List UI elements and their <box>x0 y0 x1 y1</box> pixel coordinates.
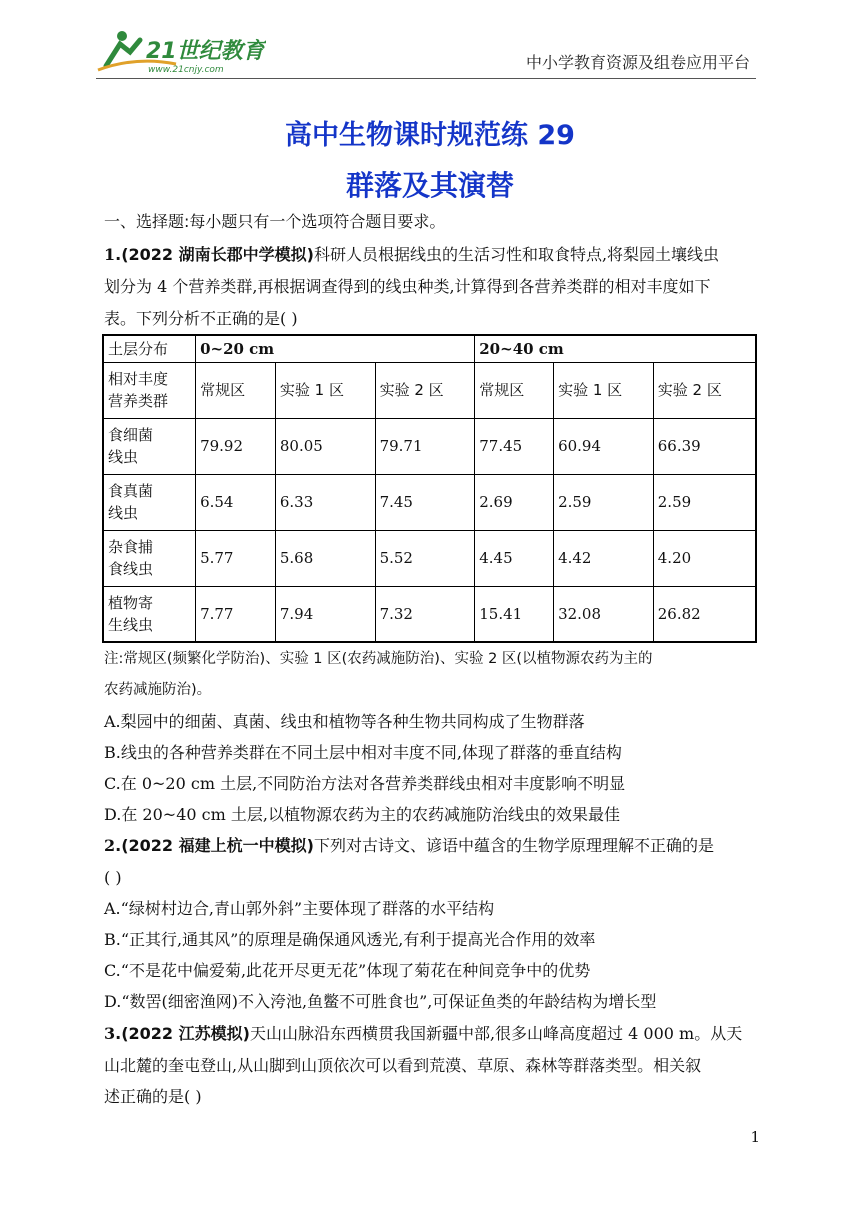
table-cell: 80.05 <box>275 418 375 474</box>
table-cell: 7.94 <box>275 586 375 642</box>
svg-text:www.21cnjy.com: www.21cnjy.com <box>148 65 224 75</box>
row-label-line: 杂食捕 <box>108 538 154 556</box>
table-cell: 79.92 <box>196 418 276 474</box>
table-cell: 15.41 <box>475 586 554 642</box>
table-cell: 77.45 <box>475 418 554 474</box>
question-2-text: 下列对古诗文、谚语中蕴含的生物学原理理解不正确的是 <box>313 836 714 855</box>
table-cell: 5.52 <box>375 530 475 586</box>
table-cell: 26.82 <box>653 586 756 642</box>
question-3-text: 天山山脉沿东西横贯我国新疆中部,很多山峰高度超过 4 000 m。从天 <box>249 1024 743 1043</box>
row-label <box>103 530 196 586</box>
question-2-line-2: ( ) <box>104 868 122 887</box>
question-2-source: .(2022 福建上杭一中模拟) <box>115 836 314 855</box>
question-3-source: .(2022 江苏模拟) <box>115 1024 250 1043</box>
table-cell: 5.68 <box>275 530 375 586</box>
question-3-number: 3 <box>104 1024 116 1043</box>
row-label-line: 食线虫 <box>108 560 154 578</box>
table-note-line-2: 农药减施防治)。 <box>104 682 212 698</box>
table-cell: 6.33 <box>275 474 375 530</box>
question-2-line-1 <box>104 836 714 856</box>
column-header: 常规区 <box>196 362 276 418</box>
table-row <box>103 418 756 474</box>
platform-name: 中小学教育资源及组卷应用平台 <box>525 53 750 72</box>
site-logo <box>96 26 266 76</box>
row-label-line: 线虫 <box>108 504 139 522</box>
question-3-line-1 <box>104 1024 742 1044</box>
table-cell: 32.08 <box>554 586 654 642</box>
column-header: 实验 2 区 <box>653 362 756 418</box>
q2-option-a: A.“绿树村边合,青山郭外斜”主要体现了群落的水平结构 <box>104 899 495 918</box>
page-header <box>96 22 756 78</box>
row-label-line: 生线虫 <box>108 615 154 634</box>
table-subheader-row <box>103 362 756 418</box>
svg-text:21世纪教育: 21世纪教育 <box>146 39 265 64</box>
column-header: 常规区 <box>475 362 554 418</box>
table-row <box>103 530 756 586</box>
row-label-line: 食细菌 <box>108 426 154 444</box>
header-divider <box>96 78 756 79</box>
question-1-source: .(2022 湖南长郡中学模拟) <box>115 245 314 264</box>
table-cell: 2.59 <box>653 474 756 530</box>
table-cell: 60.94 <box>554 418 654 474</box>
table-cell: 66.39 <box>653 418 756 474</box>
table-cell: 7.45 <box>375 474 475 530</box>
question-3-line-3: 述正确的是( ) <box>104 1087 202 1106</box>
table-row <box>103 474 756 530</box>
table-corner-label-1: 土层分布 <box>103 335 196 362</box>
question-1-text: 科研人员根据线虫的生活习性和取食特点,将梨园土壤线虫 <box>313 245 720 264</box>
table-cell: 5.77 <box>196 530 276 586</box>
column-header: 实验 1 区 <box>275 362 375 418</box>
page-title: 高中生物课时规范练 29 <box>285 120 575 151</box>
table-row <box>103 586 756 642</box>
table-cell: 4.45 <box>475 530 554 586</box>
q2-option-c: C.“不是花中偏爱菊,此花开尽更无花”体现了菊花在种间竞争中的优势 <box>104 961 591 980</box>
question-1-line-2: 划分为 4 个营养类群,再根据调查得到的线虫种类,计算得到各营养类群的相对丰度如下 <box>104 277 711 296</box>
question-1-number: 1 <box>104 245 116 264</box>
question-1-line-1 <box>104 245 719 265</box>
row-label <box>103 474 196 530</box>
layer-header-0-20: 0~20 cm <box>196 335 475 362</box>
table-cell: 6.54 <box>196 474 276 530</box>
table-cell: 4.42 <box>554 530 654 586</box>
abundance-table <box>102 334 757 643</box>
q1-option-c: C.在 0~20 cm 土层,不同防治方法对各营养类群线虫相对丰度影响不明显 <box>104 774 626 793</box>
layer-header-20-40: 20~40 cm <box>475 335 756 362</box>
q1-option-d: D.在 20~40 cm 土层,以植物源农药为主的农药减施防治线虫的效果最佳 <box>104 805 620 824</box>
table-note-line-1: 注:常规区(频繁化学防治)、实验 1 区(农药减施防治)、实验 2 区(以植物源农药为主的 <box>104 651 653 667</box>
table-corner-label-2: 相对丰度 <box>108 370 169 388</box>
question-2-number: 2 <box>104 836 116 855</box>
table-header-row <box>103 335 756 362</box>
row-label-line: 植物寄 <box>108 593 154 612</box>
table-cell: 2.59 <box>554 474 654 530</box>
question-3-line-2: 山北麓的奎屯登山,从山脚到山顶依次可以看到荒漠、草原、森林等群落类型。相关叙 <box>104 1056 702 1075</box>
question-1-line-3: 表。下列分析不正确的是( ) <box>104 309 298 328</box>
q2-option-d: D.“数罟(细密渔网)不入洿池,鱼鳖不可胜食也”,可保证鱼类的年龄结构为增长型 <box>104 992 657 1011</box>
page-subtitle: 群落及其演替 <box>345 169 514 202</box>
table-cell: 79.71 <box>375 418 475 474</box>
table-cell: 7.32 <box>375 586 475 642</box>
row-label-line: 食真菌 <box>108 482 154 500</box>
table-corner-label-2-3 <box>103 362 196 418</box>
table-cell: 4.20 <box>653 530 756 586</box>
row-label <box>103 586 196 642</box>
column-header: 实验 1 区 <box>554 362 654 418</box>
column-header: 实验 2 区 <box>375 362 475 418</box>
q2-option-b: B.“正其行,通其风”的原理是确保通风透光,有利于提高光合作用的效率 <box>104 930 596 949</box>
row-label <box>103 418 196 474</box>
table-cell: 7.77 <box>196 586 276 642</box>
page-number: 1 <box>750 1128 760 1146</box>
table-corner-label-3: 营养类群 <box>108 392 169 410</box>
q1-option-b: B.线虫的各种营养类群在不同土层中相对丰度不同,体现了群落的垂直结构 <box>104 743 622 762</box>
row-label-line: 线虫 <box>108 448 139 466</box>
q1-option-a: A.梨园中的细菌、真菌、线虫和植物等各种生物共同构成了生物群落 <box>104 712 585 731</box>
section-heading: 一、选择题:每小题只有一个选项符合题目要求。 <box>104 212 446 231</box>
table-cell: 2.69 <box>475 474 554 530</box>
